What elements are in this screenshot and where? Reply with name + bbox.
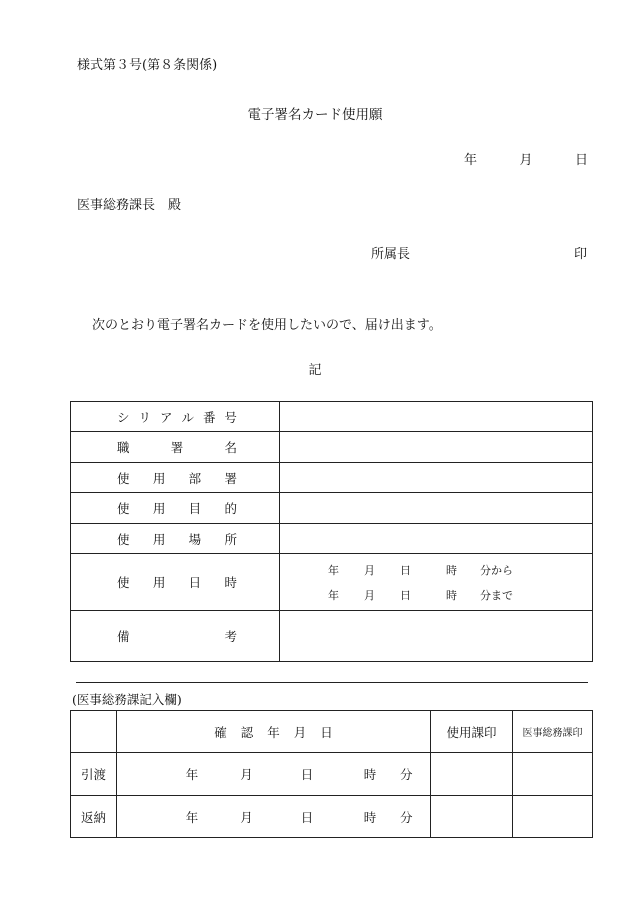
- use-seal-header: 使用課印: [431, 711, 513, 753]
- datetime-unit: 年: [328, 588, 339, 602]
- table-row: [71, 463, 593, 493]
- label-char: 署: [170, 440, 184, 455]
- table-row: [71, 524, 593, 554]
- addressee: 医事総務課長 殿: [77, 198, 182, 213]
- label-char: 番: [202, 409, 216, 425]
- datetime-unit: 分まで: [480, 588, 513, 602]
- usage-datetime-label: [71, 554, 280, 611]
- table-row: [71, 753, 593, 796]
- admin-seal-header: 医事総務課印: [513, 711, 593, 753]
- date-line: [464, 149, 588, 168]
- label-char: ア: [159, 409, 173, 425]
- serial-number-field[interactable]: [280, 402, 593, 432]
- datetime-unit: 日: [400, 588, 411, 602]
- label-char: 目: [188, 501, 202, 516]
- return-use-seal-cell[interactable]: [431, 796, 513, 838]
- header-char: 月: [293, 724, 307, 740]
- office-section-label: (医事総務課記入欄): [72, 692, 182, 707]
- label-char: 名: [224, 440, 237, 455]
- label-char: リ: [138, 409, 151, 425]
- using-department-label: [71, 463, 280, 493]
- label-char: 日: [188, 575, 202, 590]
- datetime-unit: 時: [363, 809, 377, 825]
- using-department-field[interactable]: [280, 463, 593, 493]
- datetime-unit: 時: [363, 767, 377, 782]
- label-char: 用: [152, 501, 166, 516]
- datetime-unit: 分から: [480, 563, 513, 577]
- label-char: 署: [224, 470, 237, 486]
- table-row: [71, 796, 593, 838]
- table-row: [71, 554, 593, 611]
- datetime-unit: 月: [364, 588, 375, 602]
- datetime-unit: 日: [300, 767, 314, 782]
- label-char: 所: [224, 531, 237, 547]
- purpose-field[interactable]: [280, 493, 593, 524]
- datetime-from-line: [280, 562, 592, 578]
- label-char: 備: [117, 629, 130, 644]
- handover-label: 引渡: [71, 753, 117, 796]
- label-char: 使: [117, 470, 130, 486]
- label-char: 用: [152, 470, 166, 486]
- date-day-label: 日: [574, 153, 588, 168]
- job-title-label: [71, 432, 280, 463]
- header-char: 日: [320, 724, 333, 740]
- location-field[interactable]: [280, 524, 593, 554]
- return-admin-seal-cell[interactable]: [513, 796, 593, 838]
- label-char: 使: [117, 531, 130, 547]
- table-row: [71, 493, 593, 524]
- datetime-unit: 年: [185, 767, 199, 782]
- remarks-field[interactable]: [280, 611, 593, 662]
- serial-number-label: [71, 402, 280, 432]
- label-char: 部: [188, 470, 202, 486]
- label-char: 用: [152, 531, 166, 547]
- datetime-unit: 時: [446, 588, 457, 602]
- label-char: 用: [152, 575, 166, 590]
- section-divider: [76, 682, 588, 683]
- seal-mark: 印: [574, 247, 588, 262]
- return-label: 返納: [71, 796, 117, 838]
- datetime-unit: 月: [240, 767, 253, 782]
- form-number: 様式第３号(第８条関係): [77, 58, 218, 73]
- datetime-to-line: [280, 587, 592, 603]
- label-char: 場: [188, 531, 202, 547]
- datetime-unit: 分: [400, 809, 413, 825]
- label-char: 考: [224, 629, 237, 644]
- location-label: [71, 524, 280, 554]
- handover-use-seal-cell[interactable]: [431, 753, 513, 796]
- datetime-unit: 月: [240, 809, 253, 825]
- datetime-unit: 月: [364, 563, 375, 577]
- ki-heading: 記: [308, 363, 322, 378]
- handover-datetime[interactable]: [117, 753, 431, 796]
- purpose-label: [71, 493, 280, 524]
- body-text: 次のとおり電子署名カードを使用したいので、届け出ます。: [92, 318, 442, 333]
- label-char: シ: [117, 409, 130, 425]
- datetime-unit: 時: [446, 563, 457, 577]
- date-month-label: 月: [519, 153, 533, 168]
- label-char: 時: [224, 575, 237, 590]
- return-datetime[interactable]: [117, 796, 431, 838]
- confirm-date-header: [117, 711, 431, 753]
- request-table: [70, 401, 593, 662]
- label-char: 職: [117, 440, 130, 455]
- table-row: [71, 432, 593, 463]
- office-table: [70, 710, 593, 838]
- label-char: 使: [117, 501, 130, 516]
- label-char: 的: [224, 501, 237, 516]
- corner-cell: [71, 711, 117, 753]
- datetime-unit: 日: [300, 809, 314, 825]
- datetime-unit: 年: [185, 809, 199, 825]
- document-title: 電子署名カード使用願: [247, 107, 383, 123]
- table-row: [71, 402, 593, 432]
- table-row: [71, 611, 593, 662]
- handover-admin-seal-cell[interactable]: [513, 753, 593, 796]
- datetime-unit: 年: [328, 563, 339, 577]
- label-char: 号: [224, 409, 237, 425]
- usage-datetime-field[interactable]: [280, 554, 593, 611]
- datetime-unit: 分: [400, 767, 413, 782]
- date-year-label: 年: [464, 153, 478, 168]
- remarks-label: [71, 611, 280, 662]
- label-char: 使: [117, 575, 130, 590]
- header-char: 認: [240, 724, 254, 740]
- header-char: 年: [267, 724, 280, 740]
- department-head-label: 所属長: [371, 247, 411, 262]
- label-char: ル: [181, 409, 194, 425]
- datetime-unit: 日: [400, 563, 411, 577]
- job-title-field[interactable]: [280, 432, 593, 463]
- header-char: 確: [214, 724, 227, 740]
- table-row: [71, 711, 593, 753]
